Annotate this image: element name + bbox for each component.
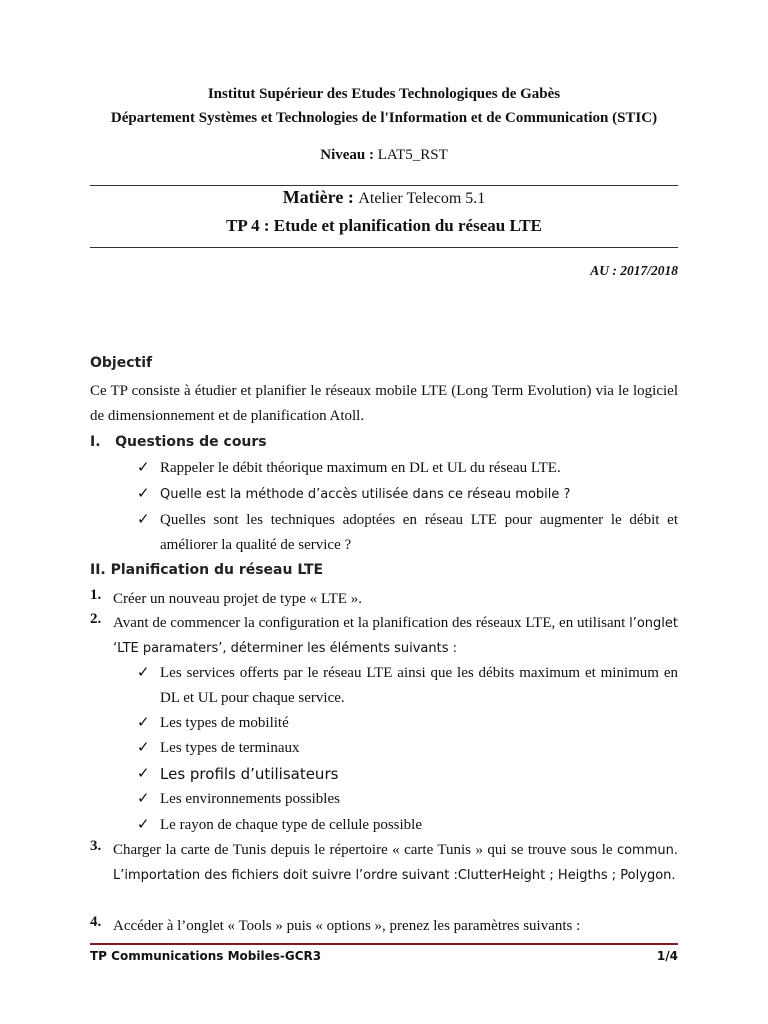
subject-label: Matière :	[282, 187, 359, 207]
element-item: Le rayon de chaque type de cellule possible	[160, 817, 422, 833]
objective-heading: Objectif	[90, 355, 153, 371]
step-number: 2.	[90, 611, 102, 627]
check-icon: ✓	[137, 789, 150, 807]
check-icon: ✓	[137, 458, 150, 476]
step3-text-b: commun. L’importation des fichiers doit suivre l’ordre suivant :ClutterHeight ; Heigths ; Polygon.	[113, 843, 678, 883]
check-icon: ✓	[137, 510, 150, 528]
element-item: Les environnements possibles	[160, 791, 340, 807]
element-item: Les services offerts par le réseau LTE ainsi que les débits maximum et minimum en DL et UL pour chaque service.	[160, 665, 678, 706]
institute-name: Institut Supérieur des Etudes Technologiques de Gabès	[207, 86, 561, 102]
step3-text-a: Charger la carte de Tunis depuis le répertoire « carte Tunis » qui se trouve sous le	[113, 842, 617, 858]
step4-text: Accéder à l’onglet « Tools » puis « options », prenez les paramètres suivants :	[113, 918, 581, 934]
objective-text: Ce TP consiste à étudier et planifier le réseaux mobile LTE (Long Term Evolution) via le logiciel de dimensionnement et de planification Atoll.	[90, 383, 678, 424]
academic-year: AU : 2017/2018	[590, 263, 678, 278]
question-item: Rappeler le débit théorique maximum en DL et UL du réseau LTE.	[160, 460, 561, 476]
check-icon: ✓	[137, 663, 150, 681]
step2-text	[113, 611, 678, 661]
step-number: 3.	[90, 838, 102, 854]
element-item: Les types de mobilité	[160, 715, 289, 731]
title-bottom-rule	[90, 247, 678, 248]
section1-heading: I. Questions de cours	[90, 434, 267, 450]
check-icon: ✓	[137, 484, 150, 502]
check-icon: ✓	[137, 713, 150, 731]
section2-heading: II. Planification du réseau LTE	[90, 562, 324, 578]
step1-text: Créer un nouveau projet de type « LTE ».	[113, 591, 362, 607]
subject-line	[90, 187, 678, 208]
question-item: Quelles sont les techniques adoptées en réseau LTE pour augmenter le débit et améliorer la qualité de service ?	[160, 512, 678, 553]
level-line	[90, 147, 678, 164]
footer-course: TP Communications Mobiles-GCR3	[90, 949, 322, 963]
element-item: Les profils d’utilisateurs	[160, 765, 339, 783]
step-number: 4.	[90, 914, 102, 930]
page-number: 1/4	[656, 949, 678, 963]
check-icon: ✓	[137, 738, 150, 756]
department-name: Département Systèmes et Technologies de l'Information et de Communication (STIC)	[110, 110, 658, 126]
check-icon: ✓	[137, 764, 150, 782]
level-value: LAT5_RST	[377, 147, 448, 163]
footer-rule	[90, 943, 678, 945]
step3-text	[113, 838, 678, 888]
step-number: 1.	[90, 587, 102, 603]
title-top-rule	[90, 185, 678, 186]
tp-title: TP 4 : Etude et planification du réseau LTE	[226, 216, 542, 235]
step2-text-b: l’onglet ‘LTE paramaters’, déterminer les éléments suivants :	[113, 616, 678, 656]
element-item: Les types de terminaux	[160, 740, 300, 756]
step2-text-a: Avant de commencer la configuration et la planification des réseaux LTE, en utilisant	[113, 615, 630, 631]
level-label: Niveau :	[320, 147, 378, 163]
subject-value: Atelier Telecom 5.1	[358, 190, 486, 207]
question-item: Quelle est la méthode d’accès utilisée dans ce réseau mobile ?	[160, 487, 571, 502]
check-icon: ✓	[137, 815, 150, 833]
